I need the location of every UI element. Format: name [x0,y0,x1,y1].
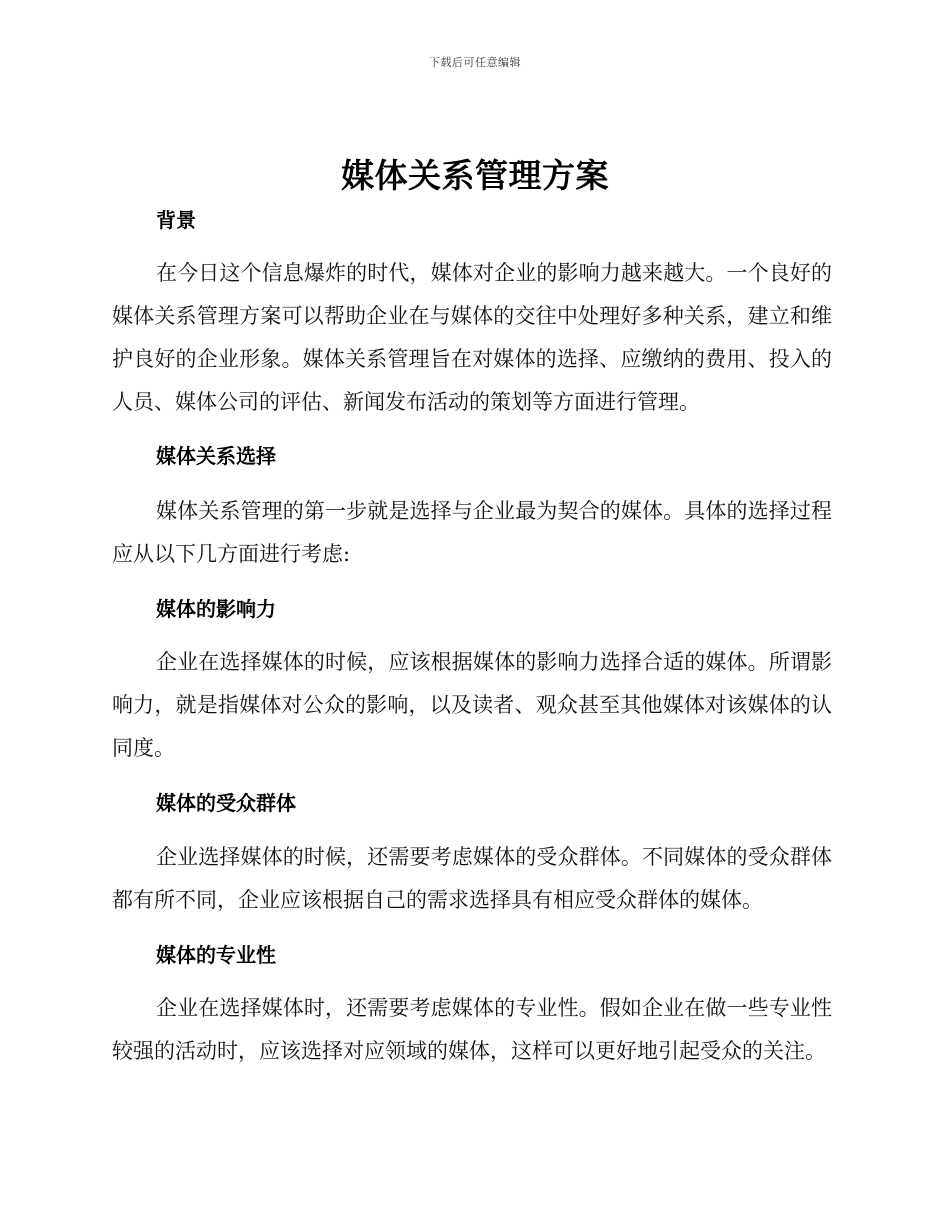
section-heading-media-professionalism: 媒体的专业性 [156,943,276,967]
section-paragraph-media-influence: 企业在选择媒体的时候，应该根据媒体的影响力选择合适的媒体。所谓影响力，就是指媒体对公众的影响，以及读者、观众甚至其他媒体对该媒体的认同度。 [112,650,832,760]
section-paragraph-media-audience: 企业选择媒体的时候，还需要考虑媒体的受众群体。不同媒体的受众群体都有所不同，企业应该根据自己的需求选择具有相应受众群体的媒体。 [112,845,832,912]
section-heading-media-selection: 媒体关系选择 [156,444,276,468]
section-paragraph-media-professionalism: 企业在选择媒体时，还需要考虑媒体的专业性。假如企业在做一些专业性较强的活动时，应该选择对应领域的媒体，这样可以更好地引起受众的关注。 [112,996,832,1063]
section-paragraph-background: 在今日这个信息爆炸的时代，媒体对企业的影响力越来越大。一个良好的媒体关系管理方案可以帮助企业在与媒体的交往中处理好多种关系，建立和维护良好的企业形象。媒体关系管理旨在对媒体的选择、应缴纳的费用、投入的人员、媒体公司的评估、新闻发布活动的策划等方面进行管理。 [112,261,832,414]
document-title: 媒体关系管理方案 [341,156,609,195]
section-heading-background: 背景 [156,208,196,232]
section-paragraph-media-selection: 媒体关系管理的第一步就是选择与企业最为契合的媒体。具体的选择过程应从以下几方面进行考虑: [112,499,832,566]
section-heading-media-audience: 媒体的受众群体 [156,791,296,815]
page-header-note: 下载后可任意编辑 [429,56,521,69]
section-heading-media-influence: 媒体的影响力 [156,597,276,621]
